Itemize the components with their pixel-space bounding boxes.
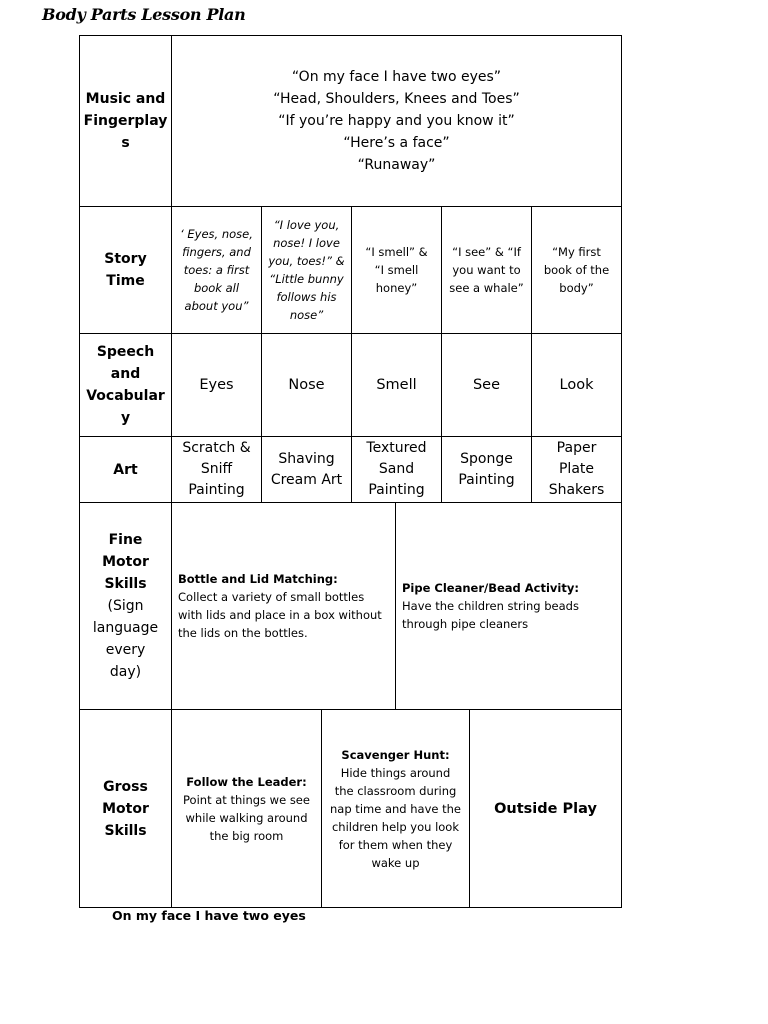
document-title: Body Parts Lesson Plan [42, 5, 246, 24]
art-item: Sponge Painting [441, 436, 532, 503]
art-item: Textured Sand Painting [351, 436, 442, 503]
bottle-lid-activity [171, 502, 396, 710]
song: “If you’re happy and you know it” [278, 113, 515, 129]
song: “Head, Shoulders, Knees and Toes” [273, 91, 520, 107]
gross-motor-label [79, 709, 172, 908]
vocab-word: Eyes [171, 333, 262, 437]
song: “Runaway” [357, 157, 436, 173]
vocab-word: Nose [261, 333, 352, 437]
activity-text: Have the children string beads through pipe cleaners [402, 599, 579, 631]
vocab-label [79, 333, 172, 437]
art-label [79, 436, 172, 503]
activity-text: Point at things we see while walking around the big room [183, 792, 310, 843]
activity-text: Collect a variety of small bottles with lids and place in a box without the lids on the bottles. [178, 590, 382, 640]
story-book-1: ‘ Eyes, nose, fingers, and toes: a first book all about you” [171, 206, 262, 334]
activity-title: Follow the Leader: [186, 774, 307, 789]
vocab-word: Smell [351, 333, 442, 437]
song: “Here’s a face” [343, 135, 450, 151]
music-label [79, 35, 172, 207]
music-songs [171, 35, 622, 207]
song: “On my face I have two eyes” [291, 69, 502, 85]
activity-title: Scavenger Hunt: [341, 747, 450, 762]
story-book-3: “I smell” & “I smell honey” [351, 206, 442, 334]
vocab-word: Look [531, 333, 622, 437]
outside-play: Outside Play [469, 709, 622, 908]
activity-title: Pipe Cleaner/Bead Activity: [402, 581, 579, 595]
story-label-text: Story Time [104, 251, 147, 289]
scavenger-hunt-activity [321, 709, 470, 908]
vocab-label-text: Speech and Vocabular y [86, 344, 165, 426]
art-item: Scratch & Sniff Painting [171, 436, 262, 503]
activity-text: Hide things around the classroom during nap time and have the children help you look for them when they wake up [330, 765, 461, 870]
story-book-4: “I see” & “If you want to see a whale” [441, 206, 532, 334]
story-label [79, 206, 172, 334]
fine-motor-label [79, 502, 172, 710]
story-book-5: “My first book of the body” [531, 206, 622, 334]
art-item: Paper Plate Shakers [531, 436, 622, 503]
art-label-text: Art [113, 461, 138, 478]
art-item: Shaving Cream Art [261, 436, 352, 503]
music-label-text: Music and Fingerplay s [83, 91, 168, 151]
song-heading: On my face I have two eyes [112, 908, 306, 923]
vocab-word: See [441, 333, 532, 437]
sign-language-note: (Sign language every day) [92, 598, 159, 680]
fine-motor-label-text: Fine Motor Skills [102, 532, 149, 592]
follow-leader-activity [171, 709, 322, 908]
pipe-cleaner-activity [395, 502, 622, 710]
activity-title: Bottle and Lid Matching: [178, 572, 338, 586]
story-book-2: “I love you, nose! I love you, toes!” & “Little bunny follows his nose” [261, 206, 352, 334]
gross-motor-label-text: Gross Motor Skills [102, 778, 149, 839]
